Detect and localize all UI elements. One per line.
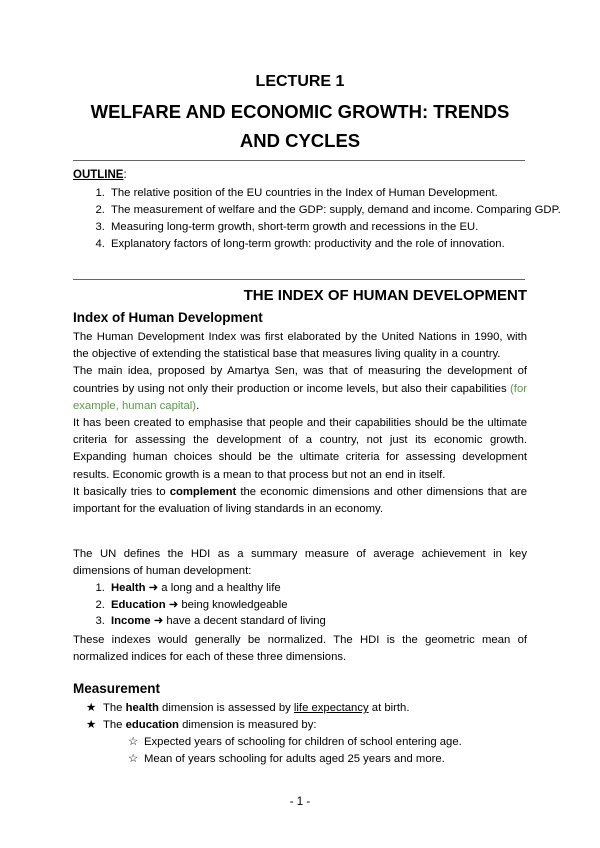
sub-item xyxy=(73,751,527,768)
outline-item: 2. The measurement of welfare and the GDP: supply, demand and income. Comparing GDP. xyxy=(108,202,562,219)
outline-list xyxy=(73,185,562,253)
outline-star-icon: ☆ xyxy=(128,736,139,748)
sub-item xyxy=(73,734,527,751)
green-note: (for example, human capital) xyxy=(73,382,527,412)
title-line-2: AND CYCLES xyxy=(239,130,361,151)
dimension-item xyxy=(108,580,326,597)
life-expectancy-underline: life expectancy xyxy=(293,702,369,714)
measurement-item xyxy=(73,700,527,717)
text-run: dimension is measured by: xyxy=(182,719,317,731)
outline-heading xyxy=(73,169,127,181)
title-line-1: WELFARE AND ECONOMIC GROWTH: TRENDS xyxy=(90,101,510,122)
star-icon: ★ xyxy=(86,719,97,731)
dimension-label: Education xyxy=(111,598,166,611)
outline-colon: : xyxy=(123,169,127,181)
divider-bottom xyxy=(73,279,525,280)
paragraph-3: It has been created to emphasise that people and their capabilities should be the ultimate criteria for assessing the development of a country, not just its economic growth. Expanding human choices should be the ultimate criteria for assessing development results. Economic growth is a mean to that process but not an end in itself. xyxy=(73,417,527,481)
text-run: The xyxy=(103,702,123,714)
star-icon: ★ xyxy=(86,702,97,714)
dimension-desc: a long and a healthy life xyxy=(161,582,281,594)
paragraph-2 xyxy=(73,363,527,415)
outline-star-icon: ☆ xyxy=(128,753,139,765)
paragraph-1: The Human Development Index was first elaborated by the United Nations in 1990, with the objective of extending the statistical base that measures living quality in a country. xyxy=(73,331,527,361)
paragraph-2-text: The main idea, proposed by Amartya Sen, was that of measuring the development of countries by using not only their production or income levels, but also their capabilities xyxy=(73,365,527,395)
measurement-list xyxy=(73,700,527,768)
sub-item-text: Mean of years schooling for adults aged 25 years and more. xyxy=(144,753,445,765)
dimension-label: Income xyxy=(111,615,151,627)
education-sub-list xyxy=(73,734,527,768)
dimension-item xyxy=(108,597,326,614)
paragraph-4-a: It basically tries to xyxy=(73,485,166,498)
dimension-label: Health xyxy=(111,582,146,594)
dimension-desc: have a decent standard of living xyxy=(166,615,326,627)
arrow-icon: ➜ xyxy=(153,615,164,627)
subheading-index: Index of Human Development xyxy=(73,310,263,325)
lecture-number: LECTURE 1 xyxy=(255,73,345,90)
text-run: dimension is assessed by xyxy=(162,702,291,714)
dimensions-list xyxy=(73,580,326,630)
measurement-item xyxy=(73,717,527,734)
lecture-title xyxy=(73,97,527,155)
education-bold: education xyxy=(125,719,179,731)
divider-top xyxy=(73,160,525,161)
text-run: at birth. xyxy=(371,702,410,714)
arrow-icon: ➜ xyxy=(148,582,159,594)
paragraph-2-end: . xyxy=(196,399,200,412)
outline-item: 3. Measuring long-term growth, short-term growth and recessions in the EU. xyxy=(108,219,562,236)
paragraph-4-b: the economic dimensions and other dimensions that are important for the evaluation of living standards in an economy. xyxy=(73,485,528,516)
subheading-measurement: Measurement xyxy=(73,681,161,696)
dimension-item xyxy=(108,613,326,630)
paragraph-5: The UN defines the HDI as a summary measure of average achievement in key dimensions of human development: xyxy=(73,548,527,578)
sub-list-container xyxy=(73,734,527,768)
outline-item: 1. The relative position of the EU countries in the Index of Human Development. xyxy=(108,185,562,202)
arrow-icon: ➜ xyxy=(168,598,179,611)
outline-item: 4. Explanatory factors of long-term growth: productivity and the role of innovation. xyxy=(108,236,562,253)
paragraph-4 xyxy=(73,484,527,518)
body-text-block xyxy=(73,329,527,518)
outline-label: OUTLINE xyxy=(73,169,124,181)
health-bold: health xyxy=(125,702,159,714)
paragraph-6: These indexes would generally be normalized. The HDI is the geometric mean of normalized indices for each of these three dimensions. xyxy=(73,634,527,664)
section-title: THE INDEX OF HUMAN DEVELOPMENT xyxy=(243,287,527,304)
complement-bold: complement xyxy=(169,485,237,498)
page-number: - 1 - xyxy=(289,796,311,808)
dimension-desc: being knowledgeable xyxy=(181,598,288,611)
text-run: The xyxy=(103,719,123,731)
sub-item-text: Expected years of schooling for children of school entering age. xyxy=(144,736,462,748)
